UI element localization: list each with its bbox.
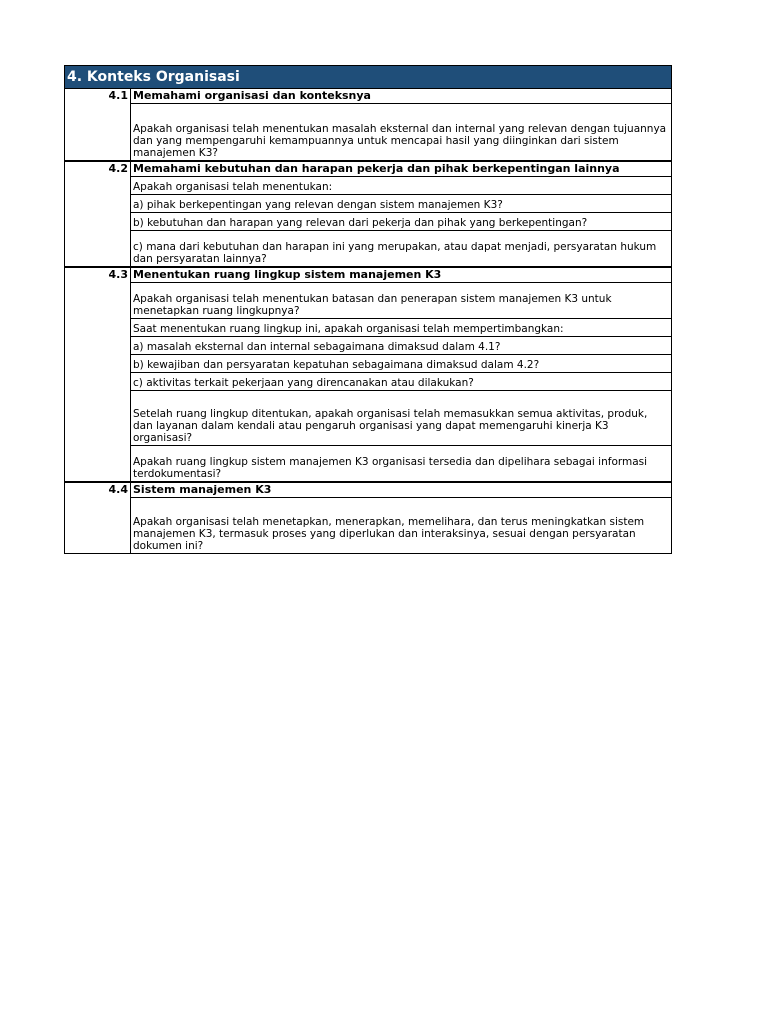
section-body xyxy=(131,268,671,481)
question-cell[interactable] xyxy=(131,231,671,266)
section-title: Menentukan ruang lingkup sistem manajemen K3 xyxy=(131,268,671,283)
question-cell[interactable] xyxy=(131,498,671,553)
question-cell[interactable] xyxy=(131,391,671,446)
question-text: Apakah organisasi telah menentukan: xyxy=(133,181,333,193)
section-number: 4.2 xyxy=(65,162,131,266)
question-text: Apakah organisasi telah menetapkan, menerapkan, memelihara, dan terus meningkatkan sistem manajemen K3, termasuk proses yang diperlukan dan interaksinya, sesuai dengan persyaratan dokumen ini? xyxy=(133,516,645,552)
question-cell[interactable] xyxy=(131,283,671,319)
section-title: Memahami organisasi dan konteksnya xyxy=(131,89,671,104)
section-title: Memahami kebutuhan dan harapan pekerja dan pihak berkepentingan lainnya xyxy=(131,162,671,177)
question-text: Saat menentukan ruang lingkup ini, apakah organisasi telah mempertimbangkan: xyxy=(133,323,564,335)
question-cell[interactable] xyxy=(131,213,671,231)
section-body xyxy=(131,89,671,160)
question-cell[interactable] xyxy=(131,337,671,355)
question-text: Apakah organisasi telah menentukan masalah eksternal dan internal yang relevan dengan tujuannya dan yang mempengaruhi kemampuannya untuk mencapai hasil yang diinginkan dari sistem manajemen K3? xyxy=(133,123,667,159)
checklist-sheet xyxy=(64,65,672,554)
question-cell[interactable] xyxy=(131,104,671,160)
question-text: Apakah organisasi telah menentukan batasan dan penerapan sistem manajemen K3 untuk menetapkan ruang lingkupnya? xyxy=(133,293,612,317)
question-cell[interactable] xyxy=(131,177,671,195)
section-body xyxy=(131,162,671,266)
question-cell[interactable] xyxy=(131,355,671,373)
section-4-1 xyxy=(64,89,672,162)
question-text: Apakah ruang lingkup sistem manajemen K3 organisasi tersedia dan dipelihara sebagai informasi terdokumentasi? xyxy=(133,456,648,480)
question-text: b) kebutuhan dan harapan yang relevan dari pekerja dan pihak yang berkepentingan? xyxy=(133,217,588,229)
sheet-title: 4. Konteks Organisasi xyxy=(64,65,672,89)
section-4-3 xyxy=(64,268,672,483)
question-text: c) aktivitas terkait pekerjaan yang direncanakan atau dilakukan? xyxy=(133,377,474,389)
question-cell[interactable] xyxy=(131,195,671,213)
question-text: b) kewajiban dan persyaratan kepatuhan sebagaimana dimaksud dalam 4.2? xyxy=(133,359,540,371)
question-cell[interactable] xyxy=(131,446,671,481)
section-number: 4.1 xyxy=(65,89,131,160)
question-text: a) masalah eksternal dan internal sebagaimana dimaksud dalam 4.1? xyxy=(133,341,501,353)
section-number: 4.3 xyxy=(65,268,131,481)
section-title: Sistem manajemen K3 xyxy=(131,483,671,498)
question-text: c) mana dari kebutuhan dan harapan ini yang merupakan, atau dapat menjadi, persyaratan hukum dan persyaratan lainnya? xyxy=(133,241,657,265)
section-4-2 xyxy=(64,162,672,268)
section-number: 4.4 xyxy=(65,483,131,553)
question-text: a) pihak berkepentingan yang relevan dengan sistem manajemen K3? xyxy=(133,199,503,211)
question-text: Setelah ruang lingkup ditentukan, apakah organisasi telah memasukkan semua aktivitas, produk, dan layanan dalam kendali atau pengaruh organisasi yang dapat memengaruhi kinerja K3 organisasi? xyxy=(133,408,648,444)
question-cell[interactable] xyxy=(131,373,671,391)
section-4-4 xyxy=(64,483,672,554)
question-cell[interactable] xyxy=(131,319,671,337)
section-body xyxy=(131,483,671,553)
